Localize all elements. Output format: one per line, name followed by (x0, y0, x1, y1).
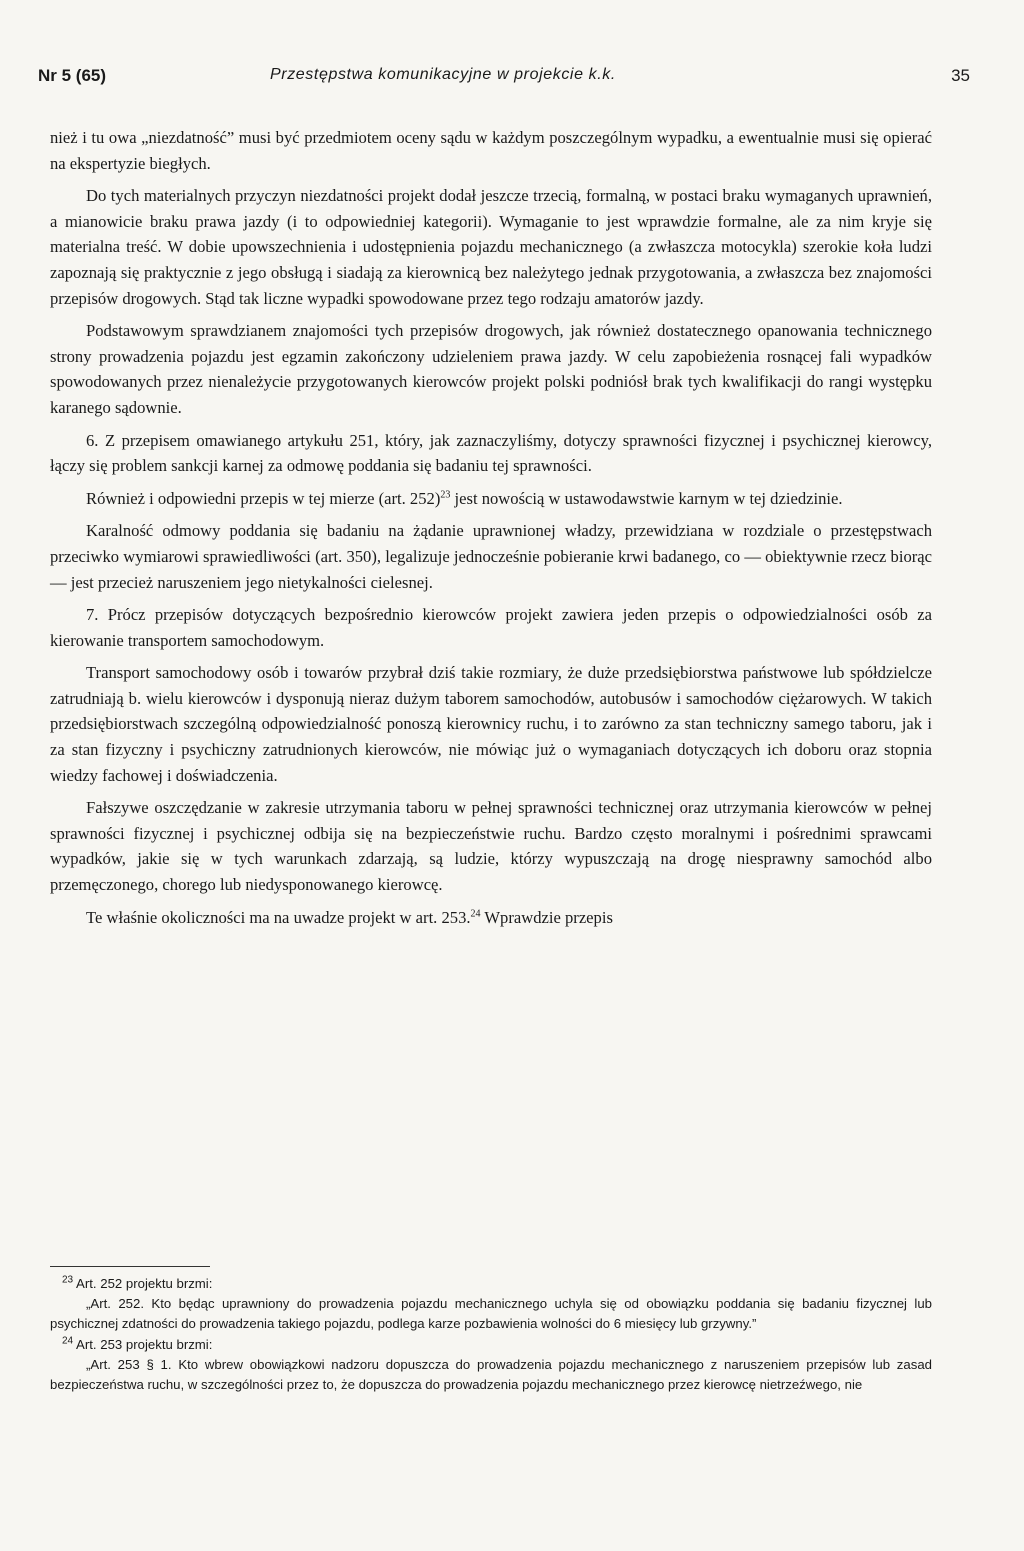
footnote-ref[interactable]: 24 (470, 908, 481, 920)
paragraph: nież i tu owa „niezdatność” musi być przedmiotem oceny sądu w każdym poszczególnym wypadku, a ewentualnie musi się opierać na ekspertyzie biegłych. (50, 128, 932, 173)
footnotes (50, 1274, 932, 1395)
paragraph-text: jest nowością w ustawodawstwie karnym w tej dziedzinie. (450, 488, 843, 508)
running-title: Przestępstwa komunikacyjne w projekcie k.k. (270, 66, 616, 83)
footnote-text: „Art. 252. Kto będąc uprawniony do prowadzenia pojazdu mechanicznego uchyla się od obowiązku poddania się badaniu fizycznej lub psychicznej zdatności do prowadzenia takiego pojazdu, podlega karze pozbawienia wolności do 6 miesięcy lub grzywny.” (50, 1296, 932, 1332)
issue-number: Nr 5 (65) (38, 66, 107, 85)
paragraph: 7. Prócz przepisów dotyczących bezpośrednio kierowców projekt zawiera jeden przepis o odpowiedzialności osób za kierowanie transportem samochodowym. (50, 605, 932, 650)
paragraph: Podstawowym sprawdzianem znajomości tych przepisów drogowych, jak również dostatecznego opanowania technicznego strony prowadzenia pojazdu jest egzamin zakończony udzieleniem prawa jazdy. W celu zapobieżenia rosnącej fali wypadków spowodowanych przez nienależycie przygotowanych kierowców projekt polski podniósł brak tych kwalifikacji do rangi występku karanego sądownie. (50, 321, 932, 417)
footnote-mark: 23 (62, 1274, 74, 1286)
paragraph: Transport samochodowy osób i towarów przybrał dziś takie rozmiary, że duże przedsiębiorstwa państwowe lub spółdzielcze zatrudniają b. wielu kierowców i dysponują nieraz dużym taborem samochodów, autobusów i samochodów ciężarowych. W takich przedsiębiorstwach szczególną odpowiedzialność ponoszą kierownicy ruchu, i to zarówno za stan techniczny samego taboru, jak i za stan fizyczny i psychiczny zatrudnionych kierowców, nie mówiąc już o wymaganiach dotyczących ich doboru oraz stopnia wiedzy fachowej i doświadczenia. (50, 663, 932, 785)
paragraph-text: Również i odpowiedni przepis w tej mierze (art. 252) (86, 488, 441, 508)
paragraph: 6. Z przepisem omawianego artykułu 251, który, jak zaznaczyliśmy, dotyczy sprawności fizycznej i psychicznej kierowcy, łączy się problem sankcji karnej za odmowę poddania się badaniu tej sprawności. (50, 430, 932, 476)
running-header (38, 60, 970, 90)
body-text (50, 125, 932, 937)
footnote-heading (50, 1274, 932, 1294)
footnote-intro: Art. 253 projektu brzmi: (73, 1336, 213, 1352)
page-number: 35 (951, 66, 970, 85)
footnote-intro: Art. 252 projektu brzmi: (73, 1276, 213, 1291)
paragraph: Karalność odmowy poddania się badaniu na żądanie uprawnionej władzy, przewidziana w rozdziale o przestępstwach przeciwko wymiarowi sprawiedliwości (art. 350), legalizuje jednocześnie pobieranie krwi badanego, co — obiektywnie rzecz biorąc — jest przecież naruszeniem jego nietykalności cielesnej. (50, 521, 932, 592)
footnote-mark: 24 (62, 1335, 74, 1347)
paragraph: Fałszywe oszczędzanie w zakresie utrzymania taboru w pełnej sprawności technicznej oraz utrzymania kierowców w pełnej sprawności fizycznej i psychicznej odbija się na bezpieczeństwie ruchu. Bardzo często moralnymi i pośrednimi sprawcami wypadków, jakie się w tych warunkach zdarzają, są ludzie, którzy wypuszczają na drogę niesprawny samochód albo przemęczonego, chorego lub niedysponowanego kierowcę. (50, 798, 932, 895)
paragraph (50, 486, 932, 512)
paragraph-text: Te właśnie okoliczności ma na uwadze projekt w art. 253. (86, 907, 471, 927)
footnote-text: „Art. 253 § 1. Kto wbrew obowiązkowi nadzoru dopuszcza do prowadzenia pojazdu mechanicznego z naruszeniem przepisów lub zasad bezpieczeństwa ruchu, w szczególności przez to, że dopuszcza do prowadzenia pojazdu mechanicznego przez kierowcę nietrzeźwego, nie (50, 1356, 932, 1393)
footnote-divider (50, 1266, 210, 1267)
paragraph: Do tych materialnych przyczyn niezdatności projekt dodał jeszcze trzecią, formalną, w postaci braku wymaganych uprawnień, a mianowicie braku prawa jazdy (i to odpowiedniej kategorii). Wymaganie to jest wprawdzie formalne, ale za nim kryje się materialna treść. W dobie upowszechnienia i udostępnienia pojazdu mechanicznego (a zwłaszcza motocykla) szerokie koła ludzi zapoznają się praktycznie z jego obsługą i siadają za kierownicą bez należytego jednak przygotowania, a zwłaszcza bez znajomości przepisów drogowych. Stąd tak liczne wypadki spowodowane przez tego rodzaju amatorów jazdy. (50, 186, 932, 308)
footnote-heading (50, 1335, 932, 1355)
paragraph-text: Wprawdzie przepis (480, 907, 613, 927)
footnote-ref[interactable]: 23 (440, 489, 451, 501)
paragraph (50, 905, 932, 931)
